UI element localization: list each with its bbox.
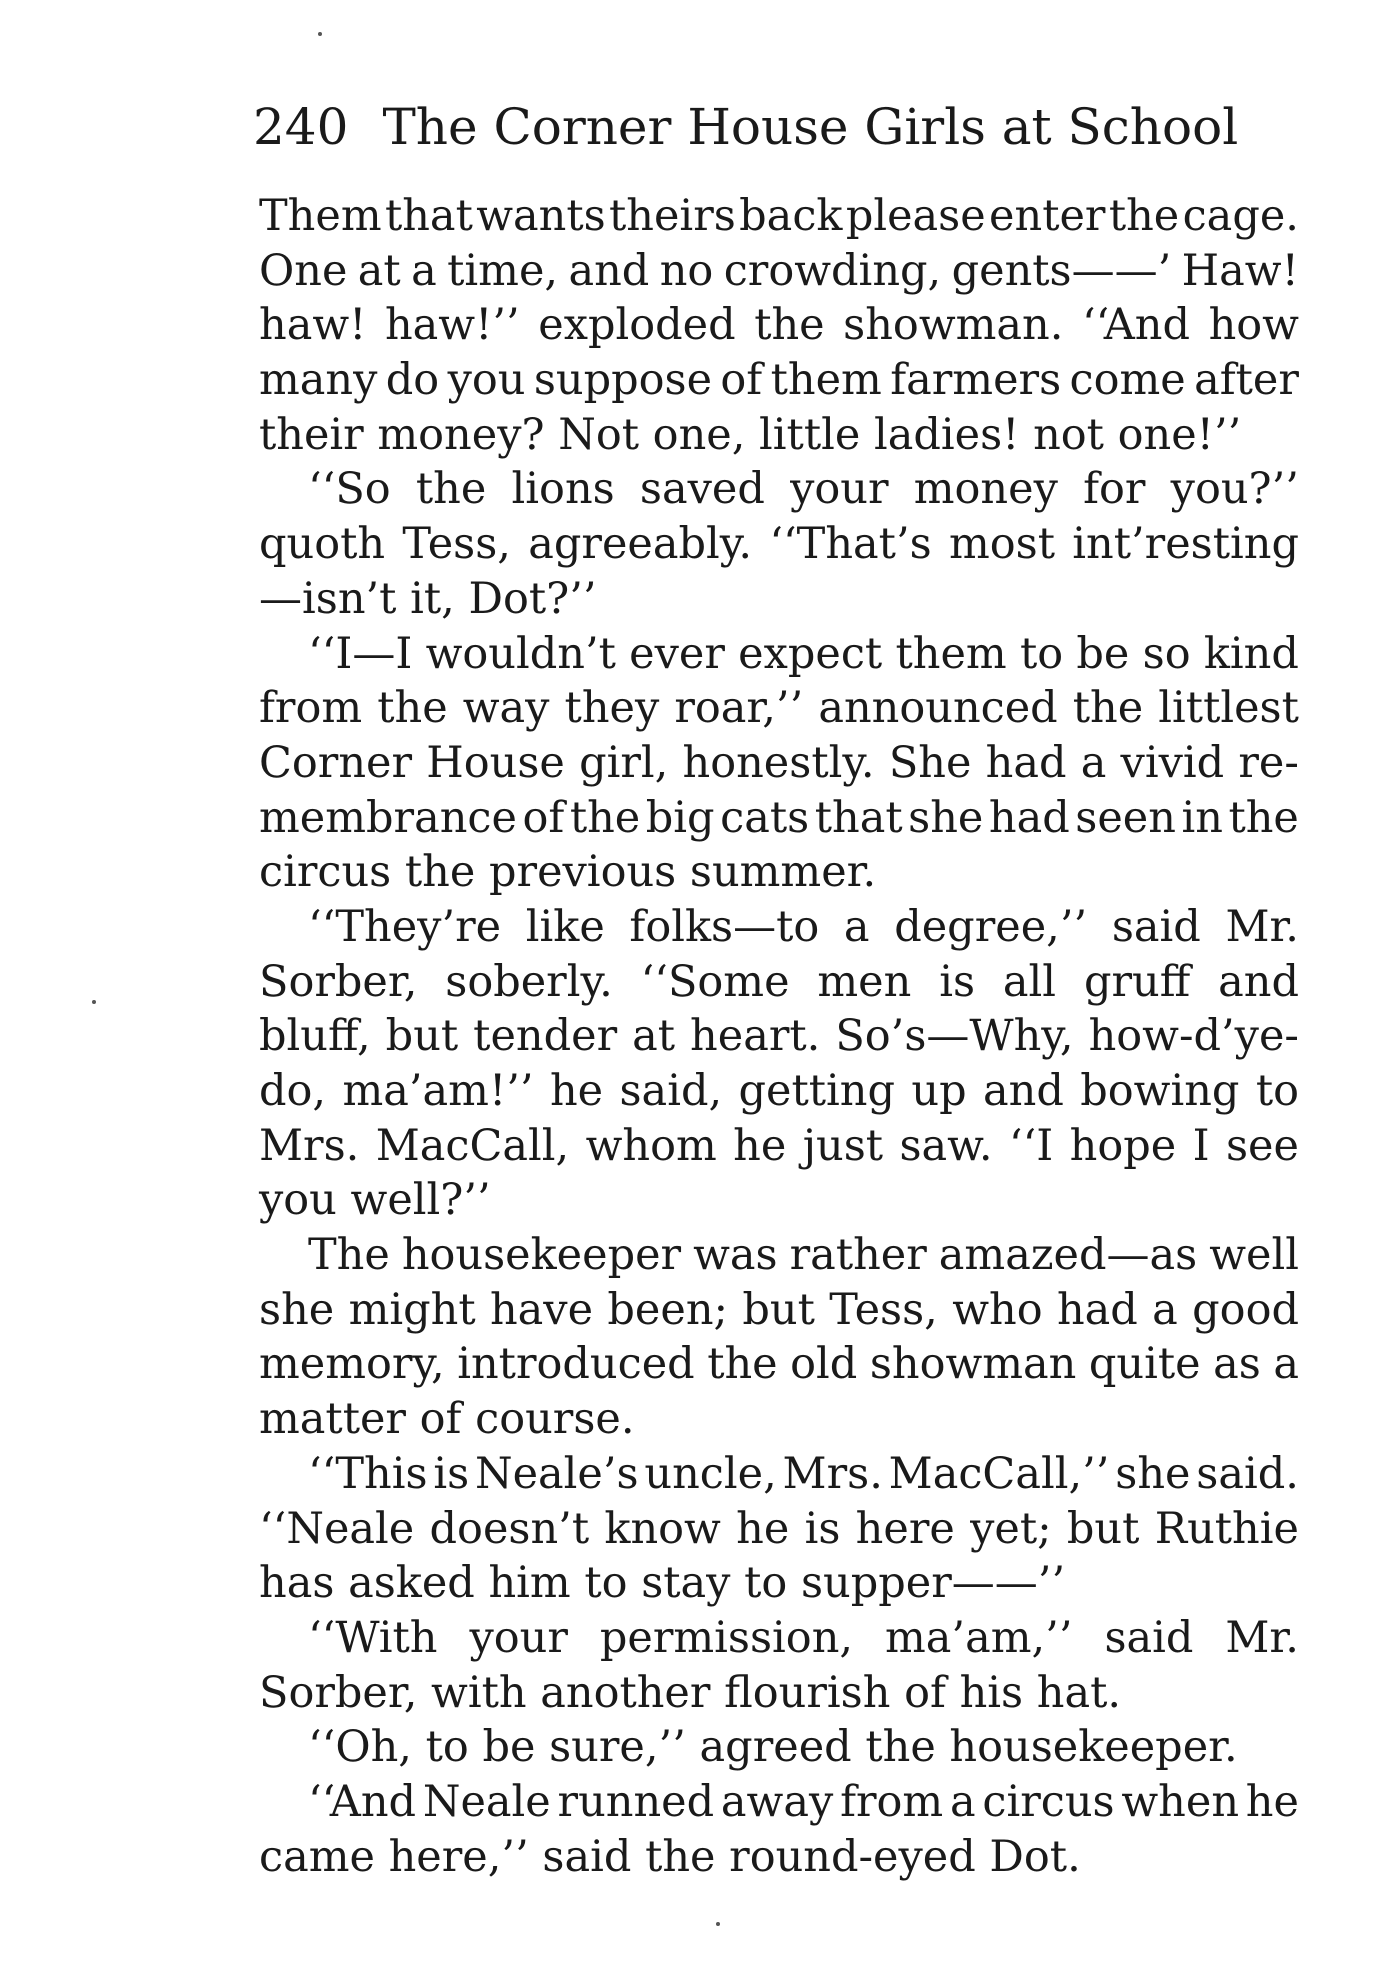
text-line: —isn’t it, Dot?’’ [259, 573, 597, 624]
text-line: Mrs. MacCall, whom he just saw. ‘‘I hope I see [259, 1120, 1299, 1171]
text-line: do, ma’am!’’ he said, getting up and bowing to [259, 1066, 1299, 1116]
text-line: ‘‘They’re like folks—to a degree,’’ said Mr. [308, 901, 1299, 952]
text-line: bluff, but tender at heart. So’s—Why, how-d’ye- [259, 1011, 1299, 1062]
text-line: membrance of the big cats that she had seen in the [259, 792, 1299, 843]
text-line: ‘‘Oh, to be sure,’’ agreed the housekeeper. [308, 1722, 1238, 1773]
paper-speck [318, 32, 322, 36]
text-line: quoth Tess, agreeably. ‘‘That’s most int’resting [259, 519, 1299, 570]
text-line: Sorber, soberly. ‘‘Some men is all gruff and [259, 956, 1299, 1007]
paper-speck [92, 1000, 96, 1004]
text-line: ‘‘This is Neale’s uncle, Mrs. MacCall,’’ she said. [308, 1448, 1299, 1499]
page-number: 240 [253, 98, 349, 156]
text-line: Sorber, with another flourish of his hat. [259, 1667, 1122, 1718]
text-line: their money? Not one, little ladies! not one!’’ [259, 409, 1242, 460]
text-line: you well?’’ [259, 1175, 491, 1226]
text-line: many do you suppose of them farmers come after [259, 355, 1299, 406]
text-line: Them that wants theirs back please enter the cage. [259, 191, 1299, 241]
text-line: The housekeeper was rather amazed—as well [308, 1230, 1299, 1281]
text-line: ‘‘Neale doesn’t know he is here yet; but Ruthie [259, 1503, 1299, 1554]
text-line: ‘‘With your permission, ma’am,’’ said Mr. [308, 1612, 1299, 1663]
text-line: memory, introduced the old showman quite as a [259, 1339, 1299, 1390]
text-line: came here,’’ said the round-eyed Dot. [259, 1831, 1081, 1882]
text-line: ‘‘So the lions saved your money for you?’’ [308, 464, 1299, 515]
paper-speck [716, 1922, 720, 1926]
running-title: The Corner House Girls at School [382, 98, 1239, 156]
body-text [259, 189, 1299, 1884]
text-line: circus the previous summer. [259, 847, 877, 898]
text-line: matter of course. [259, 1394, 635, 1445]
text-line: from the way they roar,’’ announced the littlest [259, 683, 1299, 734]
text-line: she might have been; but Tess, who had a good [259, 1284, 1299, 1335]
text-line: has asked him to stay to supper——’’ [259, 1558, 1066, 1609]
text-line: haw! haw!’’ exploded the showman. ‘‘And how [259, 300, 1299, 351]
text-line: One at a time, and no crowding, gents——’ Haw! [259, 245, 1299, 296]
text-line: ‘‘I—I wouldn’t ever expect them to be so kind [308, 628, 1299, 679]
running-header [253, 92, 1313, 162]
text-line: ‘‘And Neale runned away from a circus when he [308, 1776, 1299, 1827]
text-line: Corner House girl, honestly. She had a vivid re- [259, 737, 1299, 788]
